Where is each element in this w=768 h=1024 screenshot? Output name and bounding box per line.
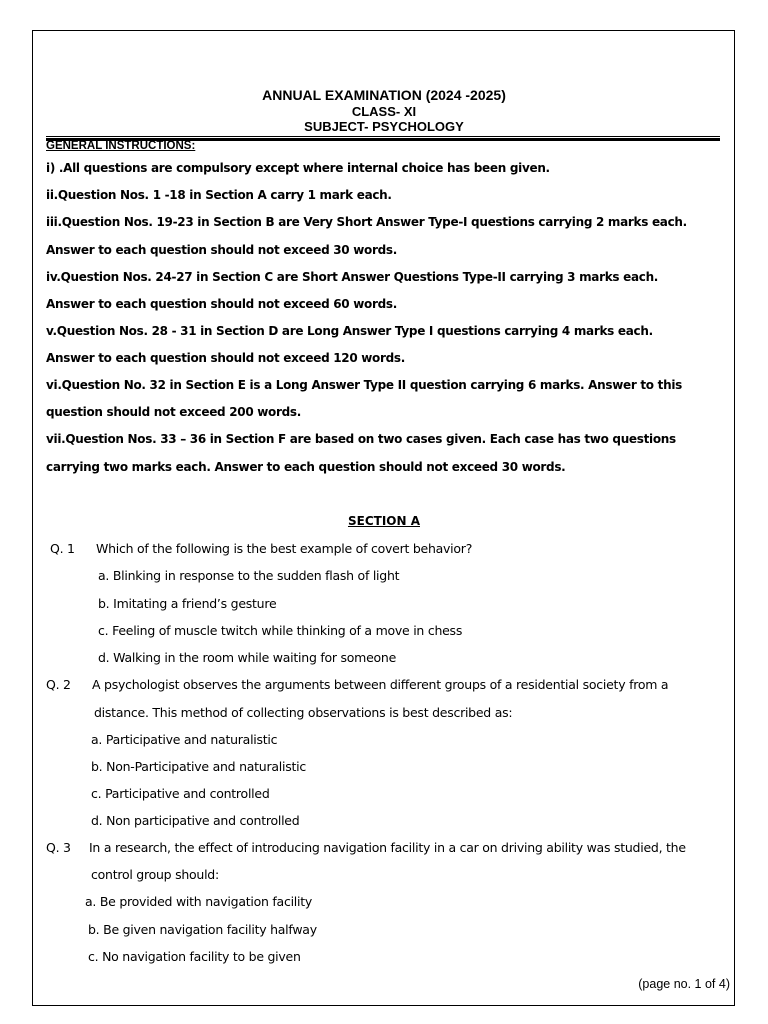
question-option: a. Be provided with navigation facility [85,894,313,909]
question-option: b. Be given navigation facility halfway [88,922,317,937]
page-number: (page no. 1 of 4) [638,977,730,991]
question-option: c. Participative and controlled [91,786,270,801]
question-option: b. Imitating a friend’s gesture [98,596,277,611]
question-option: c. No navigation facility to be given [88,949,301,964]
instruction-line: i) .All questions are compulsory except where internal choice has been given. [46,161,550,175]
question-option: a. Blinking in response to the sudden flash of light [98,568,400,583]
question-text: Which of the following is the best example of covert behavior? [96,541,473,556]
question-text: control group should: [91,867,219,882]
question-option: d. Non participative and controlled [91,813,300,828]
class-line: CLASS- XI [351,104,417,119]
question-text: A psychologist observes the arguments between different groups of a residential society from a [92,677,669,692]
instruction-line: v.Question Nos. 28 - 31 in Section D are Long Answer Type I questions carrying 4 marks each. [46,324,653,338]
instruction-line: Answer to each question should not exceed 60 words. [46,297,397,311]
question-option: b. Non-Participative and naturalistic [91,759,306,774]
instructions-heading: GENERAL INSTRUCTIONS: [46,140,196,152]
instruction-line: carrying two marks each. Answer to each question should not exceed 30 words. [46,460,566,474]
instruction-line: iii.Question Nos. 19-23 in Section B are Very Short Answer Type-I questions carrying 2 marks each. [46,215,687,229]
header-divider-thin [46,136,720,137]
question-option: a. Participative and naturalistic [91,732,278,747]
instruction-line: Answer to each question should not exceed 120 words. [46,351,406,365]
subject-line: SUBJECT- PSYCHOLOGY [304,119,464,134]
instruction-line: question should not exceed 200 words. [46,405,301,419]
question-option: c. Feeling of muscle twitch while thinking of a move in chess [98,623,463,638]
exam-title: ANNUAL EXAMINATION (2024 -2025) [262,87,506,103]
section-a-heading: SECTION A [347,514,420,528]
instruction-line: vi.Question No. 32 in Section E is a Long Answer Type II question carrying 6 marks. Answer to this [46,378,682,392]
question-number: Q. 3 [46,840,71,855]
instruction-line: Answer to each question should not exceed 30 words. [46,243,397,257]
question-option: d. Walking in the room while waiting for someone [98,650,397,665]
instruction-line: vii.Question Nos. 33 – 36 in Section F are based on two cases given. Each case has two questions [46,432,676,446]
question-number: Q. 1 [50,541,75,556]
instruction-line: iv.Question Nos. 24-27 in Section C are Short Answer Questions Type-II carrying 3 marks each. [46,270,659,284]
question-text: In a research, the effect of introducing navigation facility in a car on driving ability was studied, the [89,840,686,855]
instruction-line: ii.Question Nos. 1 -18 in Section A carry 1 mark each. [46,188,392,202]
question-text: distance. This method of collecting observations is best described as: [94,705,513,720]
question-number: Q. 2 [46,677,71,692]
